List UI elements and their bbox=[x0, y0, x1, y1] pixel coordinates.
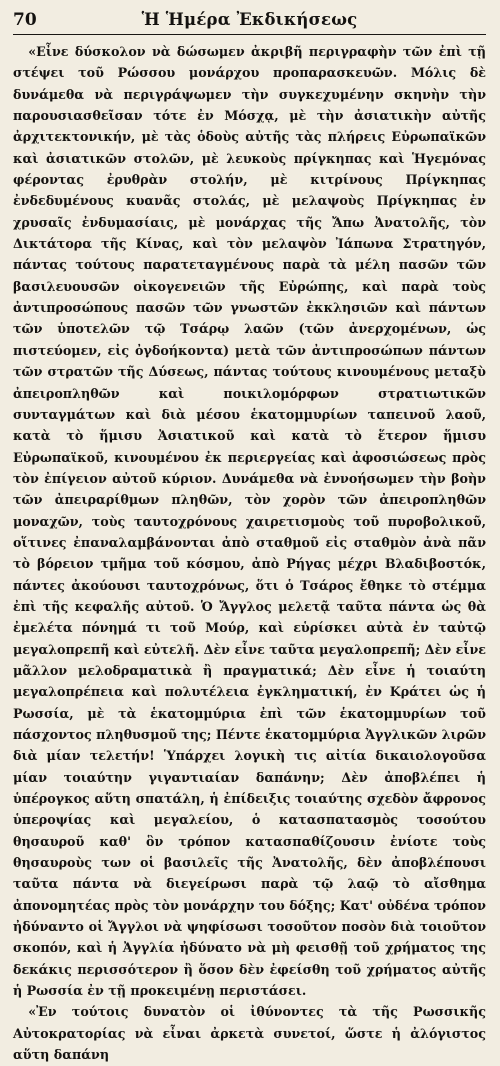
running-title: Ἡ Ἡμέρα Ἐκδικήσεως bbox=[141, 10, 358, 29]
running-head bbox=[13, 8, 486, 35]
body-text bbox=[13, 41, 486, 1066]
page-number: 70 bbox=[13, 10, 37, 30]
paragraph-1: «Εἶνε δύσκολον νὰ δώσωμεν ἀκριβῆ περιγραφὴν τῶν ἐπὶ τῇ στέψει τοῦ Ρώσσου μονάρχου προπαρασκευῶν. Μόλις δὲ δυνάμεθα νὰ περιγράψωμεν τὴν συγκεχυμένην σκηνὴν τὴν παρουσιασθεῖσαν τότε ἐν Μόσχᾳ, μὲ τὴν ἀσιατικὴν αὐτῆς ἀρχιτεκτονικήν, μὲ τὰς ὁδοὺς αὐτῆς τὰς πλήρεις Εὐρωπαϊκῶν καὶ ἀσιατικῶν στολῶν, μὲ λευκοὺς πρίγκηπας καὶ Ἡγεμόνας φέροντας ἐρυθρὰν στολήν, μὲ κιτρίνους Πρίγκηπας ἐνδεδυμένους κυανᾶς στολάς, μὲ μελαψοὺς Πρίγκηπας ἐν χρυσαῖς ἐνδυμασίαις, μὲ μονάρχας τῆς Ἄπω Ἀνατολῆς, τὸν Δικτάτορα τῆς Κίνας, καὶ τὸν μελαψὸν Ἰάπωνα Στρατηγόν, πάντας τούτους παρατεταγμένους παρὰ τὰ μέλη πασῶν τῶν βασιλευουσῶν οἰκογενειῶν τῆς Εὐρώπης, καὶ παρὰ τοὺς ἀντιπροσώπους πασῶν τῶν γνωστῶν ἐκκλησιῶν καὶ πάντων τῶν ὑποτελῶν τῷ Τσάρῳ λαῶν (τῶν ἀνερχομένων, ὡς πιστεύομεν, εἰς ὀγδοήκοντα) μετὰ τῶν ἀντιπροσώπων πάντων τῶν στρατῶν τῆς Δύσεως, πάντας τούτους κινουμένους μεταξὺ ἀπειροπληθῶν καὶ ποικιλομόρφων στρατιωτικῶν συνταγμάτων καὶ διὰ μέσου ἑκατομμυρίων ταπεινοῦ λαοῦ, κατὰ τὸ ἥμισυ Ἀσιατικοῦ καὶ κατὰ τὸ ἕτερον ἥμισυ Εὐρωπαϊκοῦ, κινουμένου ἐκ περιεργείας καὶ ἀφοσιώσεως πρὸς τὸν ἐπίγειον αὐτοῦ κύριον. Δυνάμεθα νὰ ἐννοήσωμεν τὴν βοὴν τῶν ἀπειραρίθμων πληθῶν, τὸν χορὸν τῶν ἀπειροπληθῶν μοναχῶν, τοὺς ταυτοχρόνους χαιρετισμοὺς τοῦ πυροβολικοῦ, οἵτινες ἐπαναλαμβάνονται ἀπὸ σταθμοῦ εἰς σταθμὸν ἀνὰ πᾶν τὸ βόρειον τμῆμα τοῦ κόσμου, ἀπὸ Ρήγας μέχρι Βλαδιβοστόκ, πάντες ἀκούουσι ταυτοχρόνως, ὅτι ὁ Τσάρος ἔθηκε τὸ στέμμα ἐπὶ τῆς κεφαλῆς αὐτοῦ. Ὁ Ἄγγλος μελετᾷ ταῦτα πάντα ὡς θὰ ἐμελέτα πόνημά τι τοῦ Μούρ, καὶ εὑρίσκει αὐτὰ ἐν ταὐτῷ μεγαλοπρεπῆ καὶ εὐτελῆ. Δὲν εἶνε ταῦτα μεγαλοπρεπῆ; Δὲν εἶνε μᾶλλον μελοδραματικὰ ἢ πραγματικά; Δὲν εἶνε ἡ τοιαύτη μεγαλοπρέπεια καὶ πολυτέλεια ἐγκληματική, ἐν Κράτει ὡς ἡ Ρωσσία, μὲ τὰ ἑκατομμύρια ἐπὶ τῶν ἑκατομμυρίων τοῦ πάσχοντος πληθυσμοῦ της; Πέντε ἑκατομμύρια Ἀγγλικῶν λιρῶν διὰ μίαν τελετήν! Ὑπάρχει λογικὴ τις αἰτία δικαιολογοῦσα μίαν τοιαύτην γιγαντιαίαν δαπάνην; Δὲν ἀποβλέπει ἡ ὑπέρογκος αὕτη σπατάλη, ἡ ἐπίδειξις τοιαύτης σχεδὸν ἄφρονος ὑπεροψίας καὶ μεγαλείου, ὁ κατασπατασμὸς τοσούτου θησαυροῦ καθ' ὃν τρόπον κατασπαθίζουσιν ἐνίοτε τοὺς θησαυροὺς των οἱ βασιλεῖς τῆς Ἀνατολῆς, δὲν ἀποβλέπουσι ταῦτα πάντα νὰ διεγείρωσι παρὰ τῷ λαῷ τὸ αἴσθημα ἀπονομητέας πρὸς τὸν μονάρχην του δόξης; Κατ' οὐδένα τρόπον ἠδύναντο οἱ Ἄγγλοι νὰ ψηφίσωσι τοσοῦτον ποσὸν διὰ τοιοῦτον σκοπόν, καὶ ἡ Ἀγγλία ἠδύνατο νὰ μὴ φεισθῇ τοῦ χρήματος της δεκάκις περισσότερον ἢ ὅσον δὲν ἐφείσθη τοῦ χρήματος αὐτῆς ἡ Ρωσσία ἐν τῇ προκειμένῃ περιστάσει. bbox=[13, 44, 486, 999]
paragraph-2: «Ἐν τούτοις δυνατὸν οἱ ἰθύνοντες τὰ τῆς Ρωσσικῆς Αὐτοκρατορίας νὰ εἶναι ἀρκετὰ συνετοί, ὥστε ἡ ἀλόγιστος αὕτη δαπάνη bbox=[13, 1004, 486, 1063]
